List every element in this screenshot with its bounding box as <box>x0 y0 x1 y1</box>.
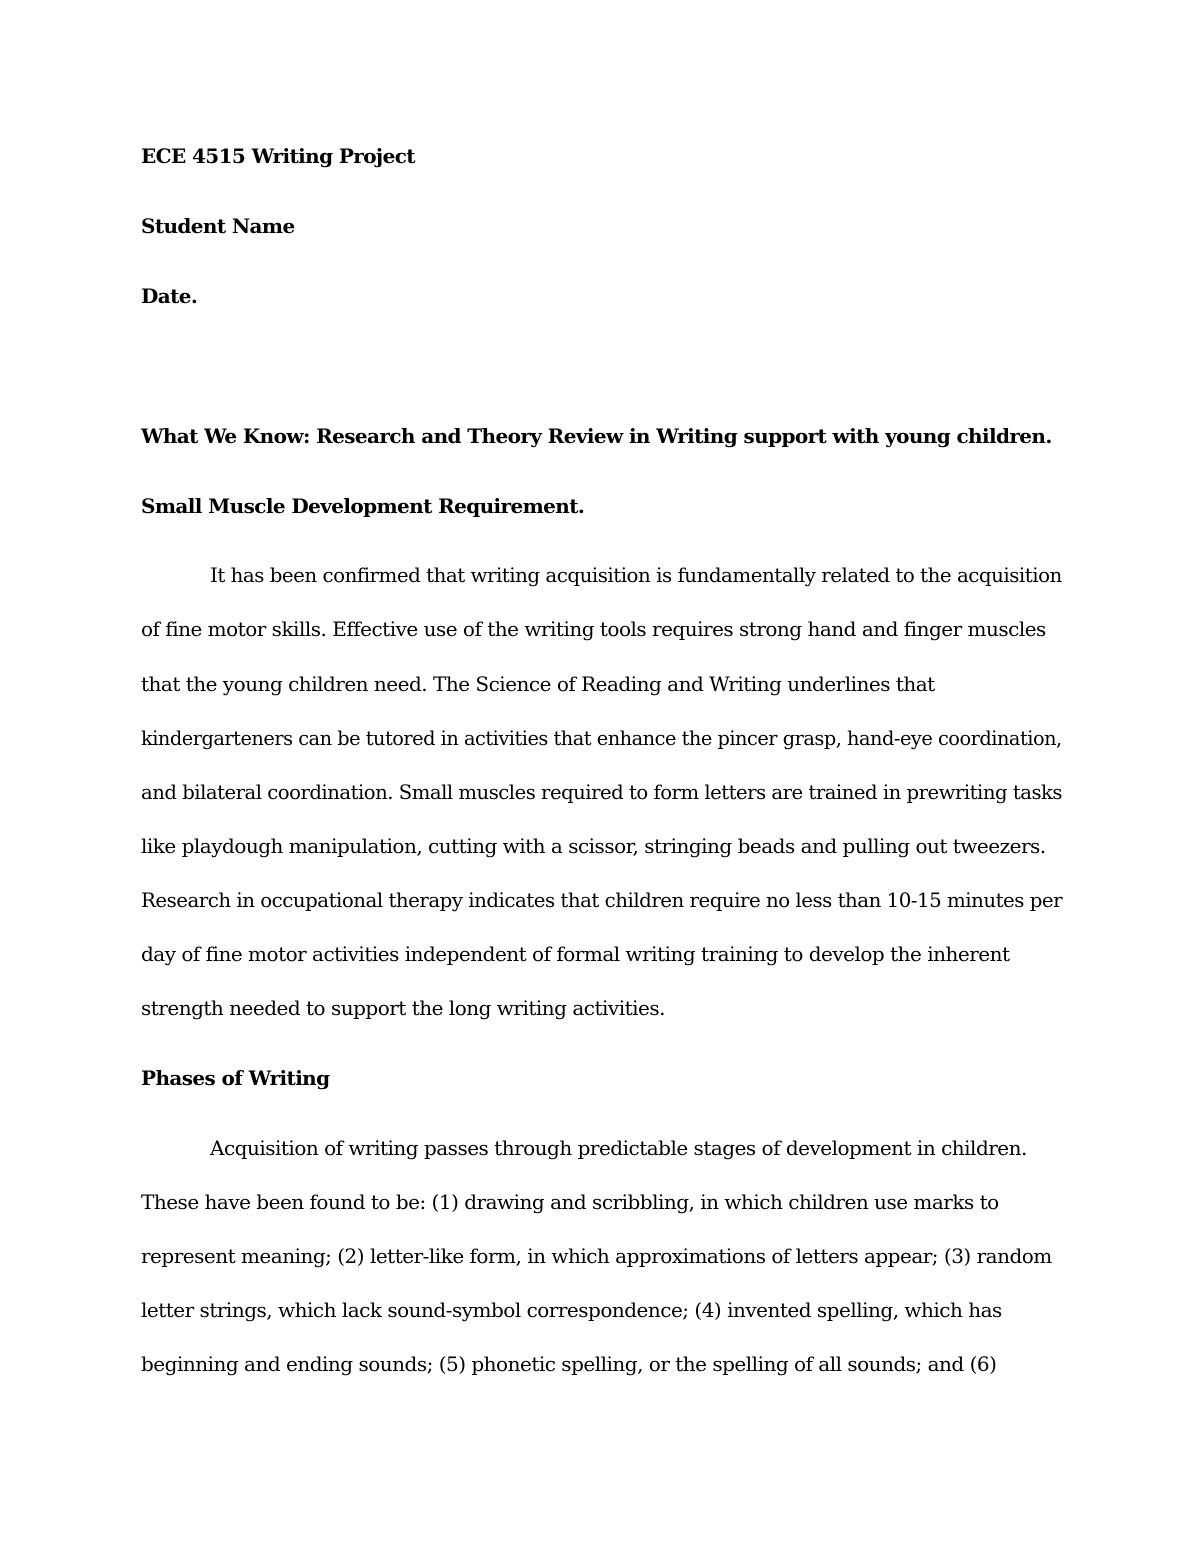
paragraph-line: Acquisition of writing passes through predictable stages of development in children. <box>210 1136 1027 1160</box>
paragraph-line: beginning and ending sounds; (5) phonetic spelling, or the spelling of all sounds; and (6) <box>141 1352 997 1376</box>
paragraph-line: strength needed to support the long writing activities. <box>141 996 665 1020</box>
paragraph-line: of fine motor skills. Effective use of the writing tools requires strong hand and finger muscles <box>141 617 1046 641</box>
paragraph-line: Research in occupational therapy indicates that children require no less than 10-15 minutes per <box>141 888 1063 912</box>
paragraph-line: represent meaning; (2) letter-like form, in which approximations of letters appear; (3) random <box>141 1244 1052 1268</box>
paragraph-line: like playdough manipulation, cutting with a scissor, stringing beads and pulling out tweezers. <box>141 834 1046 858</box>
paragraph-line: It has been confirmed that writing acquisition is fundamentally related to the acquisition <box>210 563 1062 587</box>
paragraph-line: day of fine motor activities independent of formal writing training to develop the inherent <box>141 942 1010 966</box>
paragraph-line: These have been found to be: (1) drawing and scribbling, in which children use marks to <box>141 1190 999 1214</box>
document-title: What We Know: Research and Theory Review in Writing support with young children. <box>141 424 1052 448</box>
paragraph-line: and bilateral coordination. Small muscles required to form letters are trained in prewriting tasks <box>141 780 1063 804</box>
paragraph-line: letter strings, which lack sound-symbol correspondence; (4) invented spelling, which has <box>141 1298 1002 1322</box>
course-title: ECE 4515 Writing Project <box>141 144 415 168</box>
section-heading-small-muscle: Small Muscle Development Requirement. <box>141 494 585 518</box>
date-line: Date. <box>141 284 198 308</box>
section-heading-phases: Phases of Writing <box>141 1066 330 1090</box>
paragraph-line: that the young children need. The Science of Reading and Writing underlines that <box>141 672 935 696</box>
student-name: Student Name <box>141 214 295 238</box>
paragraph-line: kindergarteners can be tutored in activities that enhance the pincer grasp, hand-eye coordination, <box>141 726 1062 750</box>
